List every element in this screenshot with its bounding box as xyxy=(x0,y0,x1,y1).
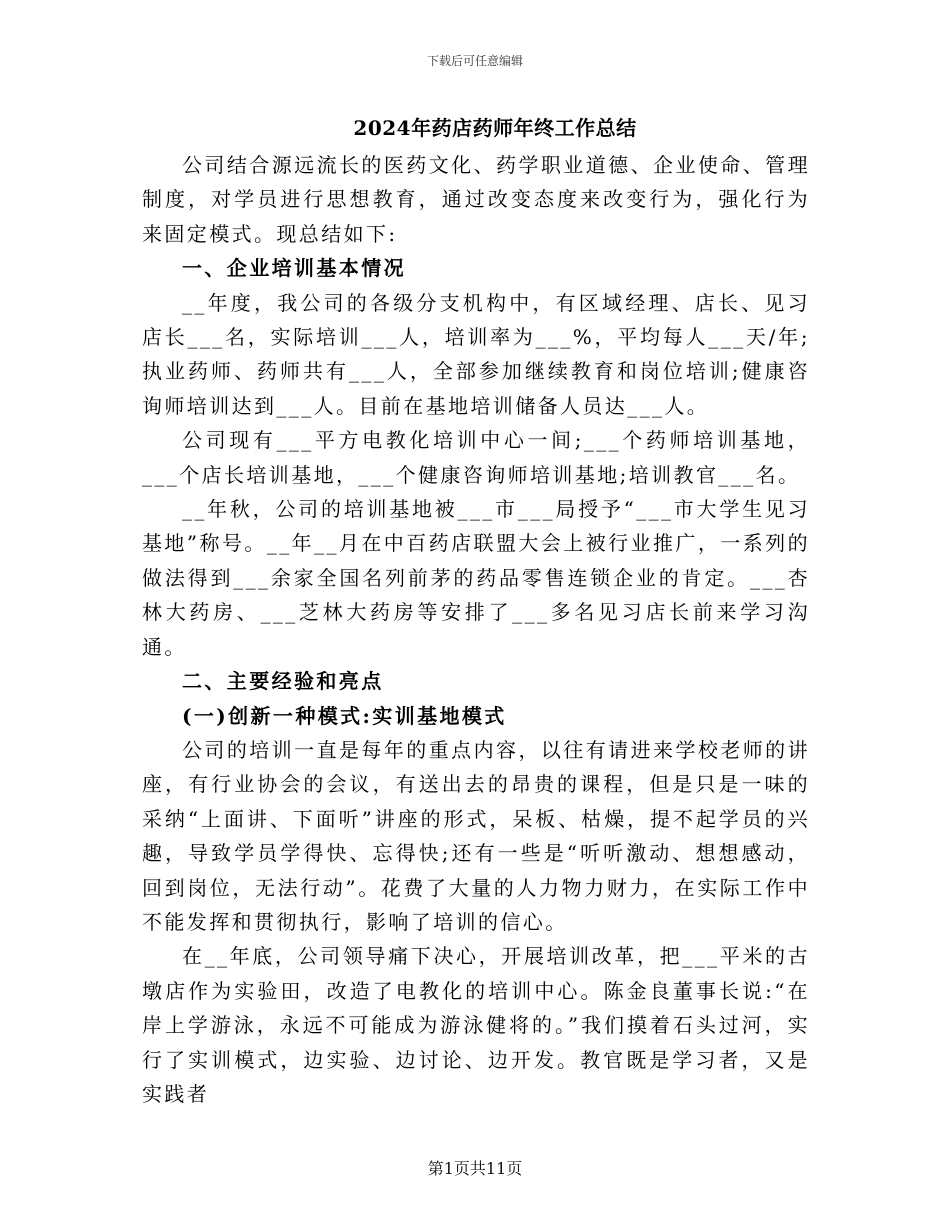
body-paragraph: 在__年底，公司领导痛下决心，开展培训改革，把___平米的古墩店作为实验田，改造了电教化的培训中心。陈金良董事长说:“在岸上学游泳，永远不可能成为游泳健将的。”我们摸着石头过河，实行了实训模式，边实验、边讨论、边开发。教官既是学习者，又是实践者 xyxy=(142,944,810,1106)
document-title: 2024年药店药师年终工作总结 xyxy=(353,116,637,140)
subsection-heading-1: (一)创新一种模式:实训基地模式 xyxy=(182,703,507,728)
body-paragraph: 公司的培训一直是每年的重点内容，以往有请进来学校老师的讲座，有行业协会的会议，有送出去的昂贵的课程，但是只是一味的采纳“上面讲、下面听”讲座的形式，呆板、枯燥，提不起学员的兴趣，导致学员学得快、忘得快;还有一些是“听听激动、想想感动，回到岗位，无法行动”。花费了大量的人力物力财力，在实际工作中不能发挥和贯彻执行，影响了培训的信心。 xyxy=(142,737,810,934)
intro-paragraph: 公司结合源远流长的医药文化、药学职业道德、企业使命、管理制度，对学员进行思想教育，通过改变态度来改变行为，强化行为来固定模式。现总结如下: xyxy=(142,153,810,246)
document-body xyxy=(142,148,810,1111)
body-paragraph: __年度，我公司的各级分支机构中，有区域经理、店长、见习店长___名，实际培训___人，培训率为___%，平均每人___天/年;执业药师、药师共有___人，全部参加继续教育和岗位培训;健康咨询师培训达到___人。目前在基地培训储备人员达___人。 xyxy=(142,290,810,418)
section-heading-2: 二、主要经验和亮点 xyxy=(182,669,384,694)
page-number: 第1页共11页 xyxy=(427,1159,523,1178)
download-note: 下载后可任意编辑 xyxy=(426,54,523,68)
section-heading-1: 一、企业培训基本情况 xyxy=(182,256,406,281)
body-paragraph: 公司现有___平方电教化培训中心一间;___个药师培训基地，___个店长培训基地，___个健康咨询师培训基地;培训教官___名。 xyxy=(142,428,810,487)
body-paragraph: __年秋，公司的培训基地被___市___局授予“___市大学生见习基地”称号。__年__月在中百药店联盟大会上被行业推广，一系列的做法得到___余家全国名列前茅的药品零售连锁企业的肯定。___杏林大药房、___芝林大药房等安排了___多名见习店长前来学习沟通。 xyxy=(142,497,810,659)
